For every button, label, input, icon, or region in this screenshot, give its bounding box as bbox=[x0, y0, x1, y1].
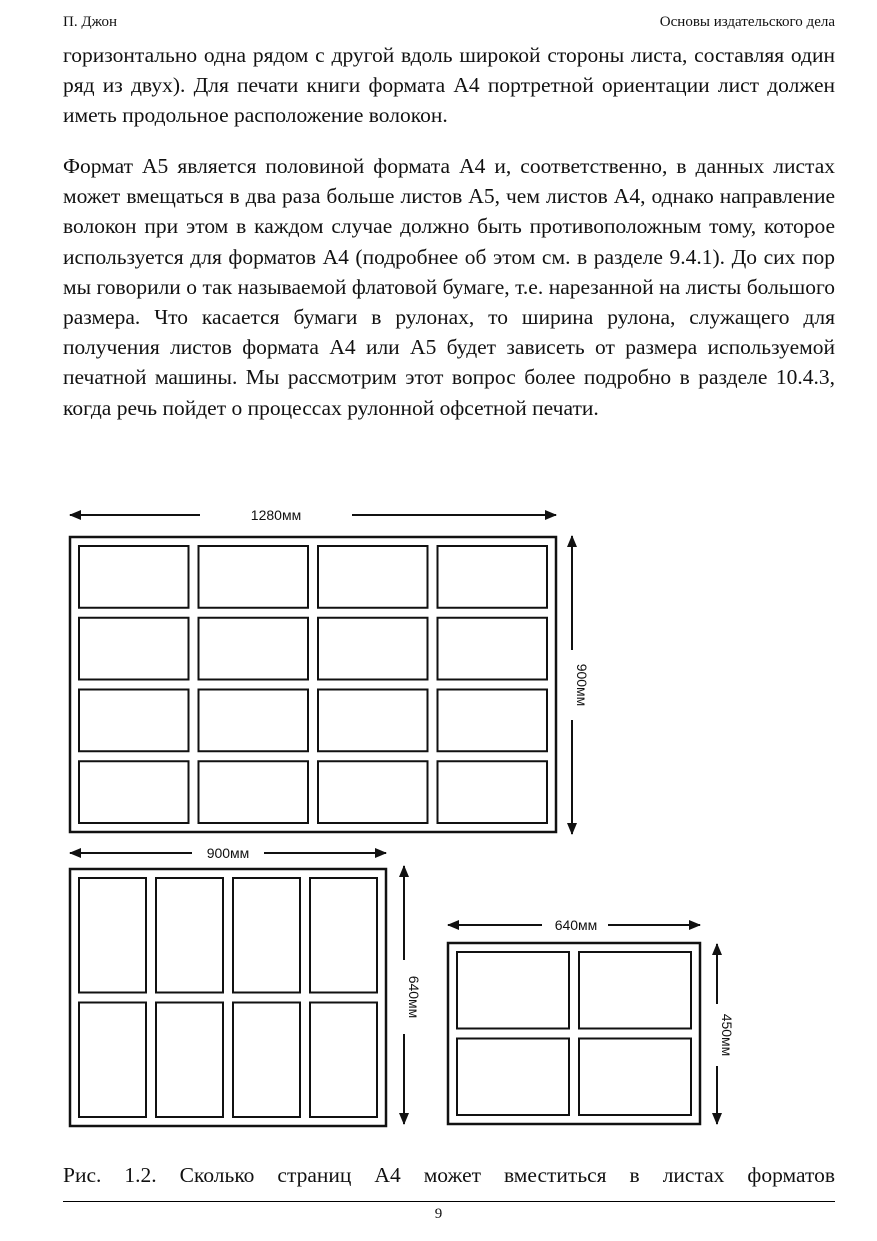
sheet-1280x900 bbox=[70, 507, 590, 834]
sheet-3-height-label: 450мм bbox=[719, 1013, 735, 1057]
page-cell bbox=[79, 878, 146, 993]
figure-caption: Рис. 1.2. Сколько страниц А4 может вместиться в листах форматов bbox=[63, 1163, 835, 1187]
page-cell bbox=[233, 1003, 300, 1118]
page-cell bbox=[199, 690, 309, 752]
page-cell bbox=[310, 1003, 377, 1118]
page-cell bbox=[318, 761, 428, 823]
body-paragraph: горизонтально одна рядом с другой вдоль широкой стороны листа, составляя один ряд из двух). Для печати книги формата А4 портретной ориентации лист должен иметь продольное расположение волокон. bbox=[63, 43, 835, 128]
page-cell bbox=[79, 618, 189, 680]
page-cell bbox=[79, 761, 189, 823]
page-cell bbox=[310, 878, 377, 993]
page-cell bbox=[199, 546, 309, 608]
page-cell bbox=[579, 1039, 691, 1116]
sheet-2-width-label: 900мм bbox=[206, 845, 250, 861]
sheet-640x450 bbox=[448, 917, 735, 1124]
page-cell bbox=[79, 1003, 146, 1118]
page-cell bbox=[438, 618, 548, 680]
sheet-2-pages bbox=[79, 878, 377, 1117]
sheet-3-pages bbox=[457, 952, 691, 1115]
page-cell bbox=[318, 618, 428, 680]
sheet-1-width-label: 1280мм bbox=[250, 507, 302, 523]
page-cell bbox=[233, 878, 300, 993]
footer-rule bbox=[63, 1201, 835, 1202]
header-title: Основы издательского дела bbox=[659, 14, 835, 30]
running-header bbox=[63, 14, 835, 36]
page-cell bbox=[438, 761, 548, 823]
paper-sheet-formats-figure bbox=[0, 495, 877, 1145]
sheet-3-width-label: 640мм bbox=[554, 917, 598, 933]
page-cell bbox=[457, 1039, 569, 1116]
sheet-1-pages bbox=[79, 546, 547, 823]
page-cell bbox=[438, 546, 548, 608]
sheet-1-height-label: 900мм bbox=[574, 663, 590, 707]
page-cell bbox=[156, 1003, 223, 1118]
page-number: 9 bbox=[434, 1206, 443, 1222]
header-author: П. Джон bbox=[63, 14, 118, 30]
page-cell bbox=[199, 761, 309, 823]
page-cell bbox=[438, 690, 548, 752]
sheet-900x640 bbox=[70, 845, 422, 1126]
page-cell bbox=[79, 546, 189, 608]
body-paragraph: Формат А5 является половиной формата А4 и, соответственно, в данных листах может вмещаться в два раза больше листов А5, чем листов А4, однако направление волокон при этом в каждом случае должно быть противоположным тому, которое используется для форматов А4 (подробнее об этом см. в разделе 9.4.1). До сих пор мы говорили о так называемой флатовой бумаге, т.е. нарезанной на листы большого размера. Что касается бумаги в рулонах, то ширина рулона, служащего для получения листов формата А4 или А5 будет зависеть от размера используемой печатной машины. Мы рассмотрим этот вопрос более подробно в разделе 10.4.3, когда речь пойдет о процессах рулонной офсетной печати. bbox=[63, 154, 835, 420]
page-cell bbox=[579, 952, 691, 1029]
sheet-2-height-label: 640мм bbox=[406, 975, 422, 1019]
page-cell bbox=[457, 952, 569, 1029]
page-cell bbox=[318, 546, 428, 608]
page-cell bbox=[318, 690, 428, 752]
page-cell bbox=[156, 878, 223, 993]
page-cell bbox=[79, 690, 189, 752]
page-cell bbox=[199, 618, 309, 680]
